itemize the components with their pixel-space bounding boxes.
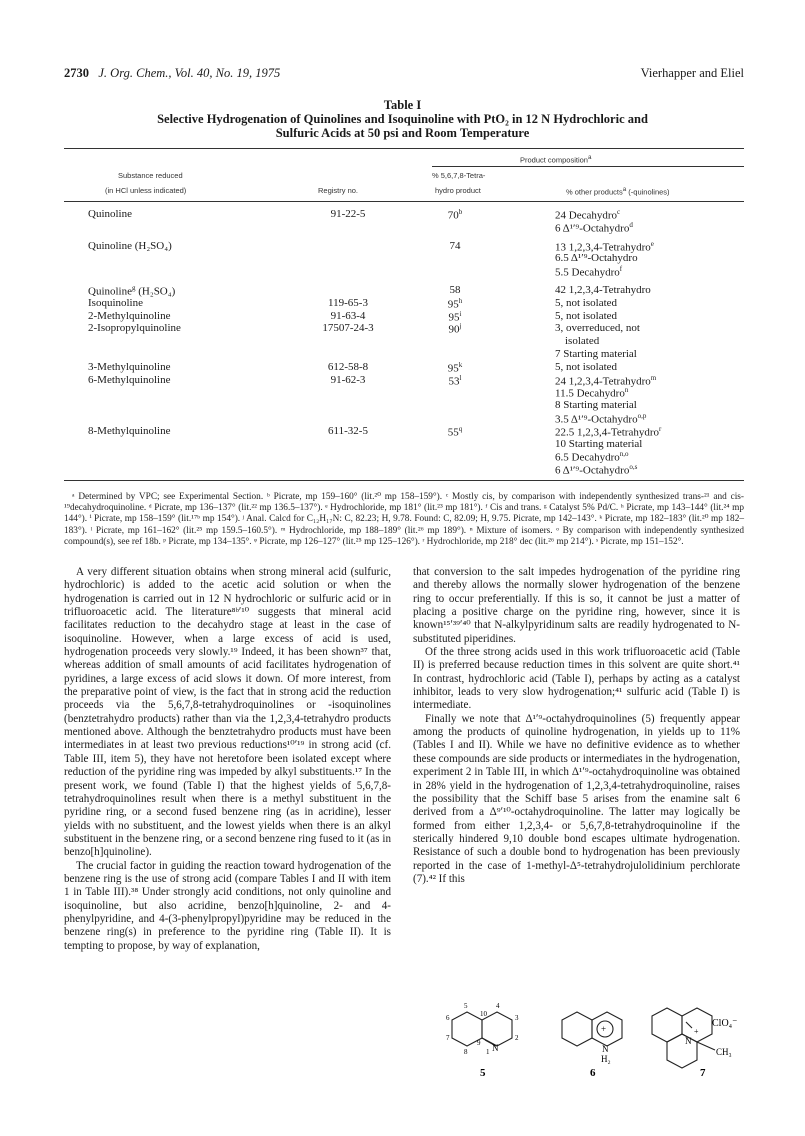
h2-label: H₂ xyxy=(601,1054,611,1064)
n-atom-5: N xyxy=(492,1043,499,1053)
tetrahydro-percent-cell: 74 xyxy=(449,239,461,252)
other-products-cell: 22.5 1,2,3,4-Tetrahydro$^r$ xyxy=(555,424,662,439)
other-products-cell: 8 Starting material xyxy=(555,399,637,412)
substance-cell: 8-Methylquinoline xyxy=(88,424,171,437)
other-products-cell: 13 1,2,3,4-Tetrahydro$^e$ xyxy=(555,239,654,254)
ring-number-1: 1 xyxy=(486,1048,490,1056)
substance-cell: 2-Isopropylquinoline xyxy=(88,322,181,335)
table-top-rule xyxy=(64,148,744,149)
table-label: Table I xyxy=(383,98,422,112)
perchlorate-label: ClO₄⁻ xyxy=(712,1018,738,1029)
other-products-cell: 6.5 Δ¹ʹ⁹-Octahydro xyxy=(555,252,638,265)
structure-label-7: 7 xyxy=(700,1067,706,1078)
structure-label-5: 5 xyxy=(480,1067,486,1078)
left-column xyxy=(64,566,391,953)
right-column xyxy=(413,566,740,886)
substance-cell: 2-Methylquinoline xyxy=(88,309,171,322)
header-registry-no: Registry no. xyxy=(318,186,359,195)
n-atom-6: N xyxy=(602,1044,609,1054)
paragraph: Finally we note that Δ¹ʹ⁹-octahydroquinolines (5) frequently appear among the products of quinoline hydrogenation, in yields up to 11% (Tables I and II). While we have no definitive evidence as to whether these compounds are side products or intermediates in the hydrogenation, experiment 2 in Table III, in which Δ¹ʹ⁹-octahydroquinoline was obtained in 28% yield in the hydrogenation of 1,2,3,4-tetrahydroquinoline, raises the possibility that the Schiff base 5 arises from the enamine salt 6 derived from a Δ⁹ʹ¹⁰-octahydroquinoline. The latter may logically be formed from either 1,2,3,4- or 5,6,7,8-tetrahydroquinoline if the sterically hindered 9,10 double bond escapes ultimate hydrogenation. Resistance of such a double bond to hydrogenation has been previously reported in the case of 1-methyl-Δ⁵-tetrahydrojulolidinium perchlorate (7).⁴² If this xyxy=(413,712,740,885)
registry-cell: 119-65-3 xyxy=(328,296,368,309)
paragraph: The crucial factor in guiding the reaction toward hydrogenation of the benzene ring is the use of strong acid (compare Tables I and II with item 1 in Table III).³⁸ Under strongly acid conditions, not only quinoline and isoquinoline, but also acridine, benzo[h]quinoline, 2- and 4-phenylpyridine, and 4-(3-phenylpropyl)pyridine may be reduced in the benzene ring(s) in preference to the pyridine ring (Table II). It is tempting to propose, by way of explanation, xyxy=(64,859,391,952)
other-products-cell: 11.5 Decahydro$^n$ xyxy=(555,386,629,401)
ring-number-6: 6 xyxy=(446,1014,450,1022)
header-other-products: % other products$^a$ (-quinolines) xyxy=(566,186,670,197)
structure-label-6: 6 xyxy=(590,1067,596,1078)
ring-number-8: 8 xyxy=(464,1048,468,1056)
tetrahydro-percent-cell: 95$^k$ xyxy=(447,360,463,375)
other-products-cell: 5, not isolated xyxy=(555,360,618,373)
paragraph: that conversion to the salt impedes hydrogenation of the pyridine ring and thereby allows the normally slower hydrogenation of the benzene ring to occur preferentially. If this is so, it cannot be just a matter of placing a positive charge on the pyridine ring, however, since it is known¹⁵ʹ³⁹ʹ⁴⁰ that N-alkylpyridinum salts are readily hydrogenated to N-substituted piperidines. xyxy=(413,566,740,645)
registry-cell: 17507-24-3 xyxy=(322,322,374,335)
tetrahydro-percent-cell: 95$^h$ xyxy=(447,296,463,311)
ring-number-10: 10 xyxy=(480,1010,487,1018)
paragraph: A very different situation obtains when strong mineral acid (sulfuric, hydrochloric) is added to the acetic acid solution or when the hydrogenation is carried out in 12 N hydrochloric or sulfuric acid or in trifluoroacetic acid. The literature⁸ᵇʹ¹⁰ suggests that mineral acid facilitates reduction to the decahydro stage at least in the case of isoquinoline. However, when a large excess of acid is used, hydrogenation proceeds very slowly.¹⁹ Indeed, it has been shown³⁷ that, whereas addition of small amounts of acid facilitates hydrogenation of pyridines, a large excess of acid slows it down. Of more interest, from the preparative point of view, is the fact that in strong acid the reduction proceeds via the 5,6,7,8-tetrahydroquinolines or -isoquinolines (benztetrahydro products) rather than via the 1,2,3,4-tetrahydro products mentioned above. Although the benztetrahydro products must have been intermediates in at least two previous reductions¹⁰ʹ¹⁹ in strong acid (cf. Table III, item 5), they have not heretofore been isolated except where reduction of the pyridine ring was impeded by alkyl substituents.¹⁷ In the present work, we found (Table I) that the highest yields of 5,6,7,8-tetrahydroquinolines result when there is a methyl substituent in the pyridine ring, or a second fused benzene ring (as in acridine), lesser yields with no substituent, and the lowest yields when there is an alkyl substituent in the benzene ring, or a second benzene ring fused to it (as in benzo[h]quinoline). xyxy=(64,566,391,859)
ring-number-5: 5 xyxy=(464,1002,468,1010)
other-products-cell: 5.5 Decahydro$^f$ xyxy=(555,265,623,279)
ring-number-2: 2 xyxy=(515,1034,519,1042)
n-atom-7: N xyxy=(685,1036,692,1046)
other-products-cell: 6.5 Decahydro$^{n,o}$ xyxy=(555,450,629,465)
header-substance-reduced: Substance reduced xyxy=(118,171,183,180)
table-footnotes xyxy=(64,492,744,548)
ring-number-7: 7 xyxy=(446,1034,450,1042)
footnote-text: ᵃ Determined by VPC; see Experimental Section. ᵇ Picrate, mp 159–160° (lit.²⁰ mp 158–159°). ᶜ Mostly cis, by comparison with independently synthesized trans-²¹ and cis-¹⁹decahydroquinoline. ᵈ Picrate, mp 136–137° (lit.²² mp 136.5–137°). ᵉ Hydrochloride, mp 181° (lit.²³ mp 181°). ᶠ Cis and trans. ᵍ Catalyst 5% Pd/C. ʰ Picrate, mp 143–144° (lit.²⁴ mp 144°). ⁱ Picrate, mp 158–159° (lit.¹⁷ᵇ mp 154°). ʲ Anal. Calcd for C₁₂H₁₇N: C, 82.23; H, 9.78. Found: C, 82.09; H, 9.75. Picrate, mp 142–143°. ᵏ Picrate, mp 182–183° (lit.²⁰ mp 182–183°). ˡ Picrate, mp 161–162° (lit.²⁵ mp 159.5–160.5°). ᵐ Hydrochloride, mp 188–189° (lit.²⁶ mp 189°). ⁿ Mixture of isomers. ᵒ By comparison with independently synthesized compound(s), see ref 18b. ᵖ Picrate, mp 134–135°. ᵠ Picrate, mp 126–127° (lit.²⁵ mp 125–126°). ʳ Hydrochloride, mp 218° dec (lit.²⁶ mp 214°). ˢ Picrate, mp 151–152°. xyxy=(64,492,744,547)
plus-sign-6: + xyxy=(601,1024,607,1034)
other-products-cell: 3, overreduced, not xyxy=(555,322,640,335)
other-products-cell: isolated xyxy=(565,335,600,348)
registry-cell: 612-58-8 xyxy=(327,360,369,373)
ch3-label: CH₃ xyxy=(716,1047,732,1057)
registry-cell: 611-32-5 xyxy=(328,424,368,437)
other-products-cell: 5, not isolated xyxy=(555,296,618,309)
registry-cell: 91-62-3 xyxy=(330,373,366,386)
ring-number-3: 3 xyxy=(515,1014,519,1022)
registry-cell: 91-22-5 xyxy=(330,208,366,220)
other-products-cell: 42 1,2,3,4-Tetrahydro xyxy=(555,284,651,296)
other-products-cell: 10 Starting material xyxy=(555,437,643,450)
header-tetrahydro-line2: hydro product xyxy=(435,186,481,195)
structure-7 xyxy=(652,1008,715,1068)
tetrahydro-percent-cell: 58 xyxy=(449,284,461,296)
chemical-structures xyxy=(430,998,750,1078)
substance-cell: 6-Methylquinoline xyxy=(88,373,171,386)
other-products-cell: 5, not isolated xyxy=(555,309,618,322)
table-bottom-rule xyxy=(64,480,744,481)
tetrahydro-percent-cell: 95$^i$ xyxy=(448,309,462,324)
ring-number-4: 4 xyxy=(496,1002,500,1010)
table-title-line-1: Selective Hydrogenation of Quinolines and Isoquinoline with PtO₂ in 12 N Hydrochloric and xyxy=(157,112,648,126)
ring-number-9: 9 xyxy=(477,1039,481,1047)
tetrahydro-percent-cell: 53$^l$ xyxy=(448,373,462,388)
header-tetrahydro-line1: % 5,6,7,8-Tetra- xyxy=(432,171,486,180)
table-caption xyxy=(60,98,745,140)
substance-cell: Quinoline (H₂SO₄) xyxy=(88,239,172,252)
paragraph: Of the three strong acids used in this work trifluoroacetic acid (Table II) is preferred because reduction times in this solvent are quite short.⁴¹ In contrast, hydrochloric acid (Table I), perhaps by acting as a catalyst inhibitor, leads to very slow hydrogenation;⁴¹ sulfuric acid (Table I) is intermediate. xyxy=(413,646,740,712)
table-group-rule xyxy=(432,166,744,167)
plus-sign-7: + xyxy=(694,1027,699,1036)
journal-citation: J. Org. Chem., Vol. 40, No. 19, 1975 xyxy=(98,66,281,80)
other-products-cell: 7 Starting material xyxy=(555,348,637,360)
tetrahydro-percent-cell: 55$^q$ xyxy=(447,424,463,439)
table-title-line-2: Sulfuric Acids at 50 psi and Room Temperature xyxy=(275,126,530,140)
page-number: 2730 xyxy=(64,66,89,80)
substance-cell: Quinoline$^g$ (H₂SO₄) xyxy=(88,284,176,298)
registry-cell: 91-63-4 xyxy=(330,309,366,322)
other-products-cell: 24 Decahydro$^c$ xyxy=(555,208,621,222)
structure-6 xyxy=(562,1012,622,1046)
other-products-cell: 6 Δ¹ʹ⁹-Octahydro$^d$ xyxy=(555,220,633,235)
tetrahydro-percent-cell: 90$^j$ xyxy=(448,322,462,337)
header-in-hcl: (in HCl unless indicated) xyxy=(105,186,187,195)
substance-cell: 3-Methylquinoline xyxy=(88,360,171,373)
other-products-cell: 6 Δ¹ʹ⁹-Octahydro$^{o,s}$ xyxy=(555,463,638,477)
substance-cell: Quinoline xyxy=(88,208,132,220)
tetrahydro-percent-cell: 70$^b$ xyxy=(447,208,463,222)
other-products-cell: 3.5 Δ¹ʹ⁹-Octahydro$^{o,p}$ xyxy=(555,412,647,426)
table-header-rule xyxy=(64,201,744,202)
header-product-composition: Product composition$^a$ xyxy=(520,154,592,165)
other-products-cell: 24 1,2,3,4-Tetrahydro$^m$ xyxy=(555,373,657,388)
author-names: Vierhapper and Eliel xyxy=(640,66,744,80)
substance-cell: Isoquinoline xyxy=(88,296,143,309)
